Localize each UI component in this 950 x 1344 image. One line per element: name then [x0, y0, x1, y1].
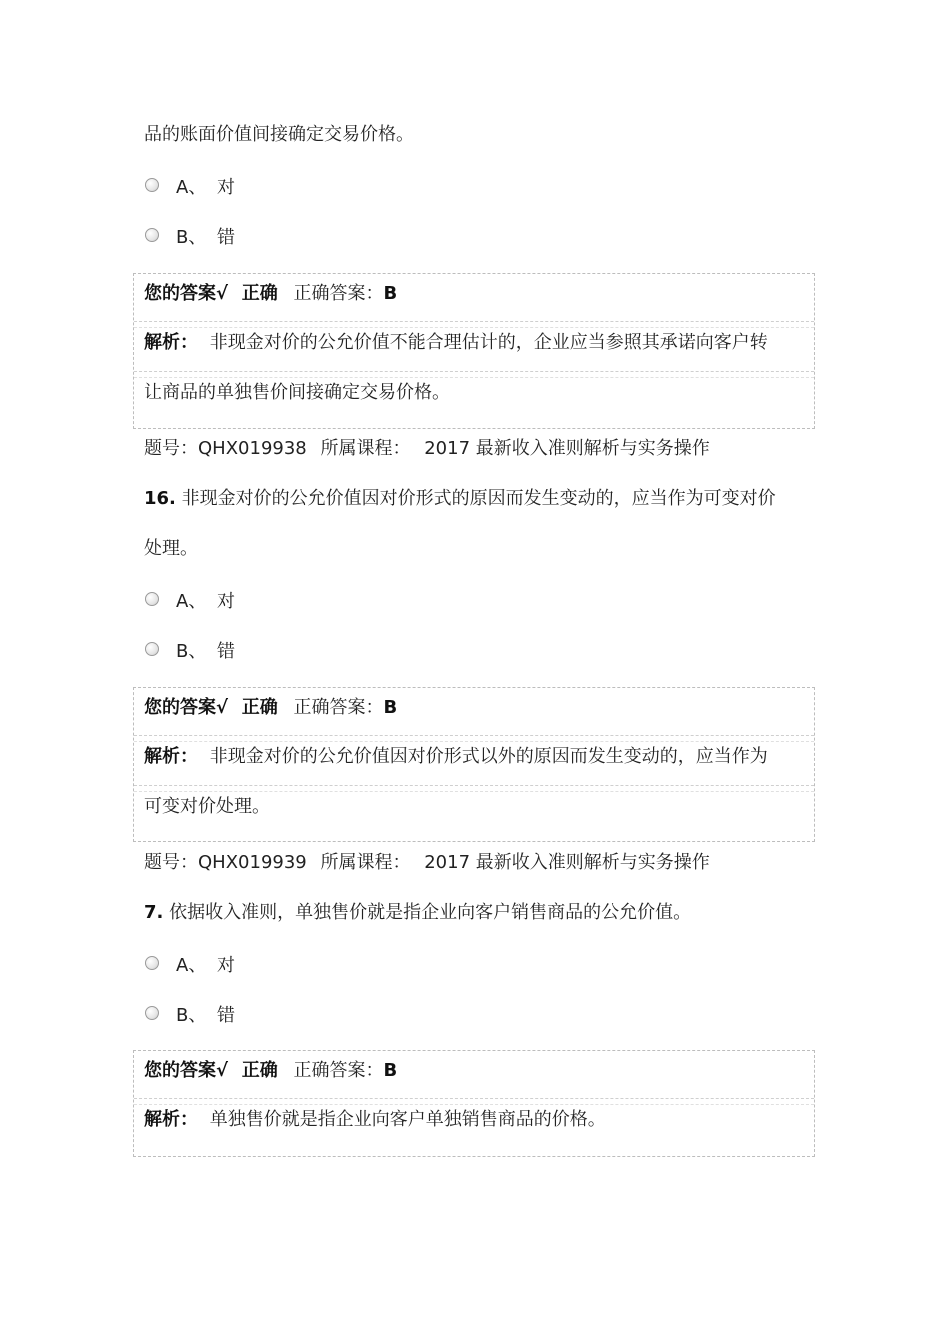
answer-box — [133, 687, 815, 842]
correct-answer-value: B — [383, 697, 398, 718]
question-id: QHX019939 — [198, 852, 307, 873]
analysis-label: 解析： — [144, 746, 198, 767]
radio-button-icon[interactable] — [145, 228, 159, 242]
answer-line — [144, 1059, 397, 1083]
option-b[interactable] — [145, 1004, 235, 1028]
question-number: 7. — [144, 902, 164, 923]
option-letter: A、 — [176, 177, 207, 198]
analysis-text-continued: 可变对价处理。 — [144, 796, 270, 817]
answer-line — [144, 282, 397, 306]
answer-box — [133, 273, 815, 429]
question-text-continued: 处理。 — [144, 538, 198, 559]
analysis-text: 非现金对价的公允价值因对价形式以外的原因而发生变动的，应当作为 — [209, 746, 768, 767]
option-b[interactable] — [145, 640, 235, 664]
option-letter: A、 — [176, 591, 207, 612]
option-text: 对 — [217, 177, 235, 198]
question-text: 非现金对价的公允价值因对价形式的原因而发生变动的，应当作为可变对价 — [181, 488, 776, 509]
correct-badge: 正确 — [241, 1060, 278, 1081]
option-b[interactable] — [145, 226, 235, 250]
option-a[interactable] — [145, 590, 235, 614]
question-text-continuation: 品的账面价值间接确定交易价格。 — [144, 124, 414, 145]
analysis-line — [144, 745, 768, 769]
answer-line — [144, 696, 397, 720]
radio-button-icon[interactable] — [145, 1006, 159, 1020]
analysis-line — [144, 1108, 606, 1132]
correct-answer-value: B — [383, 283, 398, 304]
option-text: 对 — [217, 955, 235, 976]
radio-button-icon[interactable] — [145, 956, 159, 970]
radio-button-icon[interactable] — [145, 178, 159, 192]
analysis-text: 非现金对价的公允价值不能合理估计的，企业应当参照其承诺向客户转 — [209, 332, 768, 353]
course-label: 所属课程： — [320, 438, 411, 459]
question-text: 依据收入准则，单独售价就是指企业向客户销售商品的公允价值。 — [169, 902, 692, 923]
option-letter: B、 — [176, 1005, 207, 1026]
question-number: 16. — [144, 488, 176, 509]
correct-answer-label: 正确答案： — [293, 283, 384, 304]
radio-button-icon[interactable] — [145, 592, 159, 606]
question-16-text — [144, 487, 776, 511]
analysis-text-continued: 让商品的单独售价间接确定交易价格。 — [144, 382, 450, 403]
option-letter: B、 — [176, 641, 207, 662]
your-answer-label: 您的答案√ — [144, 697, 229, 718]
analysis-text: 单独售价就是指企业向客户单独销售商品的价格。 — [209, 1109, 606, 1130]
radio-button-icon[interactable] — [145, 642, 159, 656]
question-meta — [144, 851, 710, 875]
option-a[interactable] — [145, 176, 235, 200]
course-name: 2017 最新收入准则解析与实务操作 — [424, 438, 710, 459]
analysis-label: 解析： — [144, 1109, 198, 1130]
course-name: 2017 最新收入准则解析与实务操作 — [424, 852, 710, 873]
option-letter: B、 — [176, 227, 207, 248]
qid-label: 题号： — [144, 852, 198, 873]
question-meta — [144, 437, 710, 461]
option-text: 错 — [217, 227, 235, 248]
option-text: 错 — [217, 1005, 235, 1026]
option-letter: A、 — [176, 955, 207, 976]
your-answer-label: 您的答案√ — [144, 283, 229, 304]
answer-box — [133, 1050, 815, 1157]
option-text: 错 — [217, 641, 235, 662]
qid-label: 题号： — [144, 438, 198, 459]
correct-answer-label: 正确答案： — [293, 697, 384, 718]
option-text: 对 — [217, 591, 235, 612]
analysis-label: 解析： — [144, 332, 198, 353]
analysis-line — [144, 331, 768, 355]
question-7-text — [144, 901, 691, 925]
question-id: QHX019938 — [198, 438, 307, 459]
correct-answer-label: 正确答案： — [293, 1060, 384, 1081]
your-answer-label: 您的答案√ — [144, 1060, 229, 1081]
correct-badge: 正确 — [241, 697, 278, 718]
correct-answer-value: B — [383, 1060, 398, 1081]
course-label: 所属课程： — [320, 852, 411, 873]
option-a[interactable] — [145, 954, 235, 978]
correct-badge: 正确 — [241, 283, 278, 304]
